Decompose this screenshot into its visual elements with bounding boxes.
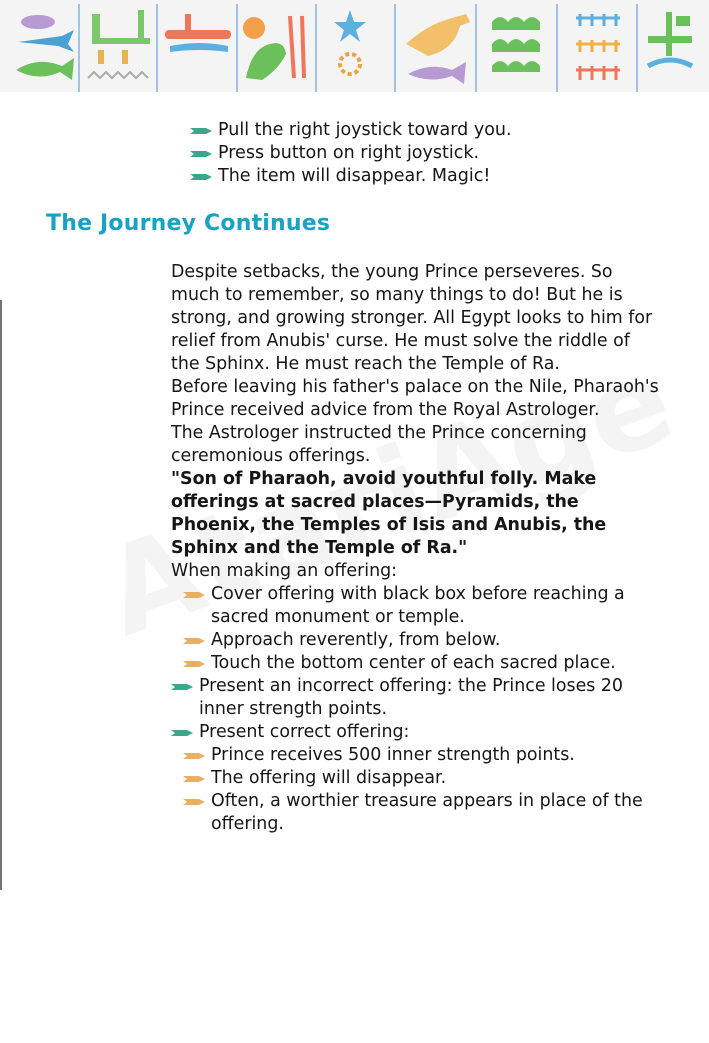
arrow-bullet-icon xyxy=(183,751,205,761)
arrow-bullet-icon xyxy=(190,172,212,182)
arrow-bullet-icon xyxy=(171,682,193,692)
list-item xyxy=(171,629,661,652)
arrow-bullet-icon xyxy=(171,728,193,738)
list-item xyxy=(171,721,661,744)
bullet-text: Present an incorrect offering: the Prince loses 20 inner strength points. xyxy=(199,676,623,719)
bullet-text: Pull the right joystick toward you. xyxy=(218,120,512,140)
list-item xyxy=(171,675,661,721)
list-item xyxy=(171,767,661,790)
list-item xyxy=(171,583,661,629)
arrow-bullet-icon xyxy=(190,126,212,136)
list-item xyxy=(190,119,512,142)
bullet-text: Touch the bottom center of each sacred place. xyxy=(211,653,616,673)
arrow-bullet-icon xyxy=(183,636,205,646)
water-icon xyxy=(492,17,540,72)
hieroglyph-banner xyxy=(0,0,709,92)
arrow-bullet-icon xyxy=(190,149,212,159)
bullet-text: Cover offering with black box before reaching a sacred monument or temple. xyxy=(211,584,625,627)
arrow-bullet-icon xyxy=(183,659,205,669)
offering-list xyxy=(171,583,661,836)
bullet-text: Present correct offering: xyxy=(199,722,410,742)
arrow-bullet-icon xyxy=(183,797,205,807)
joystick-steps xyxy=(190,119,512,188)
list-item xyxy=(190,165,512,188)
bullet-text: Often, a worthier treasure appears in place of the offering. xyxy=(211,791,643,834)
astrologer-quote: "Son of Pharaoh, avoid youthful folly. Make offerings at sacred places—Pyramids, the Phoenix, the Temples of Isis and Anubis, the Sphinx and the Temple of Ra." xyxy=(171,469,607,558)
paragraph: Before leaving his father's palace on the Nile, Pharaoh's Prince received advice from the Royal Astrologer. xyxy=(171,377,659,420)
bullet-text: The item will disappear. Magic! xyxy=(218,166,491,186)
bullet-text: Prince receives 500 inner strength points. xyxy=(211,745,575,765)
section-title: The Journey Continues xyxy=(46,211,331,236)
list-item xyxy=(171,744,661,767)
list-item xyxy=(171,652,661,675)
offering-intro: When making an offering: xyxy=(171,561,397,581)
paragraph: Despite setbacks, the young Prince perseveres. So much to remember, so many things to do! But he is strong, and growing stronger. All Egypt looks to him for relief from Anubis' curse. He must solve the riddle of the Sphinx. He must reach the Temple of Ra. xyxy=(171,262,653,374)
list-item xyxy=(171,790,661,836)
arrow-bullet-icon xyxy=(183,774,205,784)
arrow-bullet-icon xyxy=(183,590,205,600)
main-text xyxy=(171,261,661,836)
list-item xyxy=(190,142,512,165)
bullet-text: Press button on right joystick. xyxy=(218,143,480,163)
bullet-text: The offering will disappear. xyxy=(211,768,447,788)
paragraph: The Astrologer instructed the Prince concerning ceremonious offerings. xyxy=(171,423,587,466)
bullet-text: Approach reverently, from below. xyxy=(211,630,501,650)
page-edge xyxy=(0,300,2,890)
